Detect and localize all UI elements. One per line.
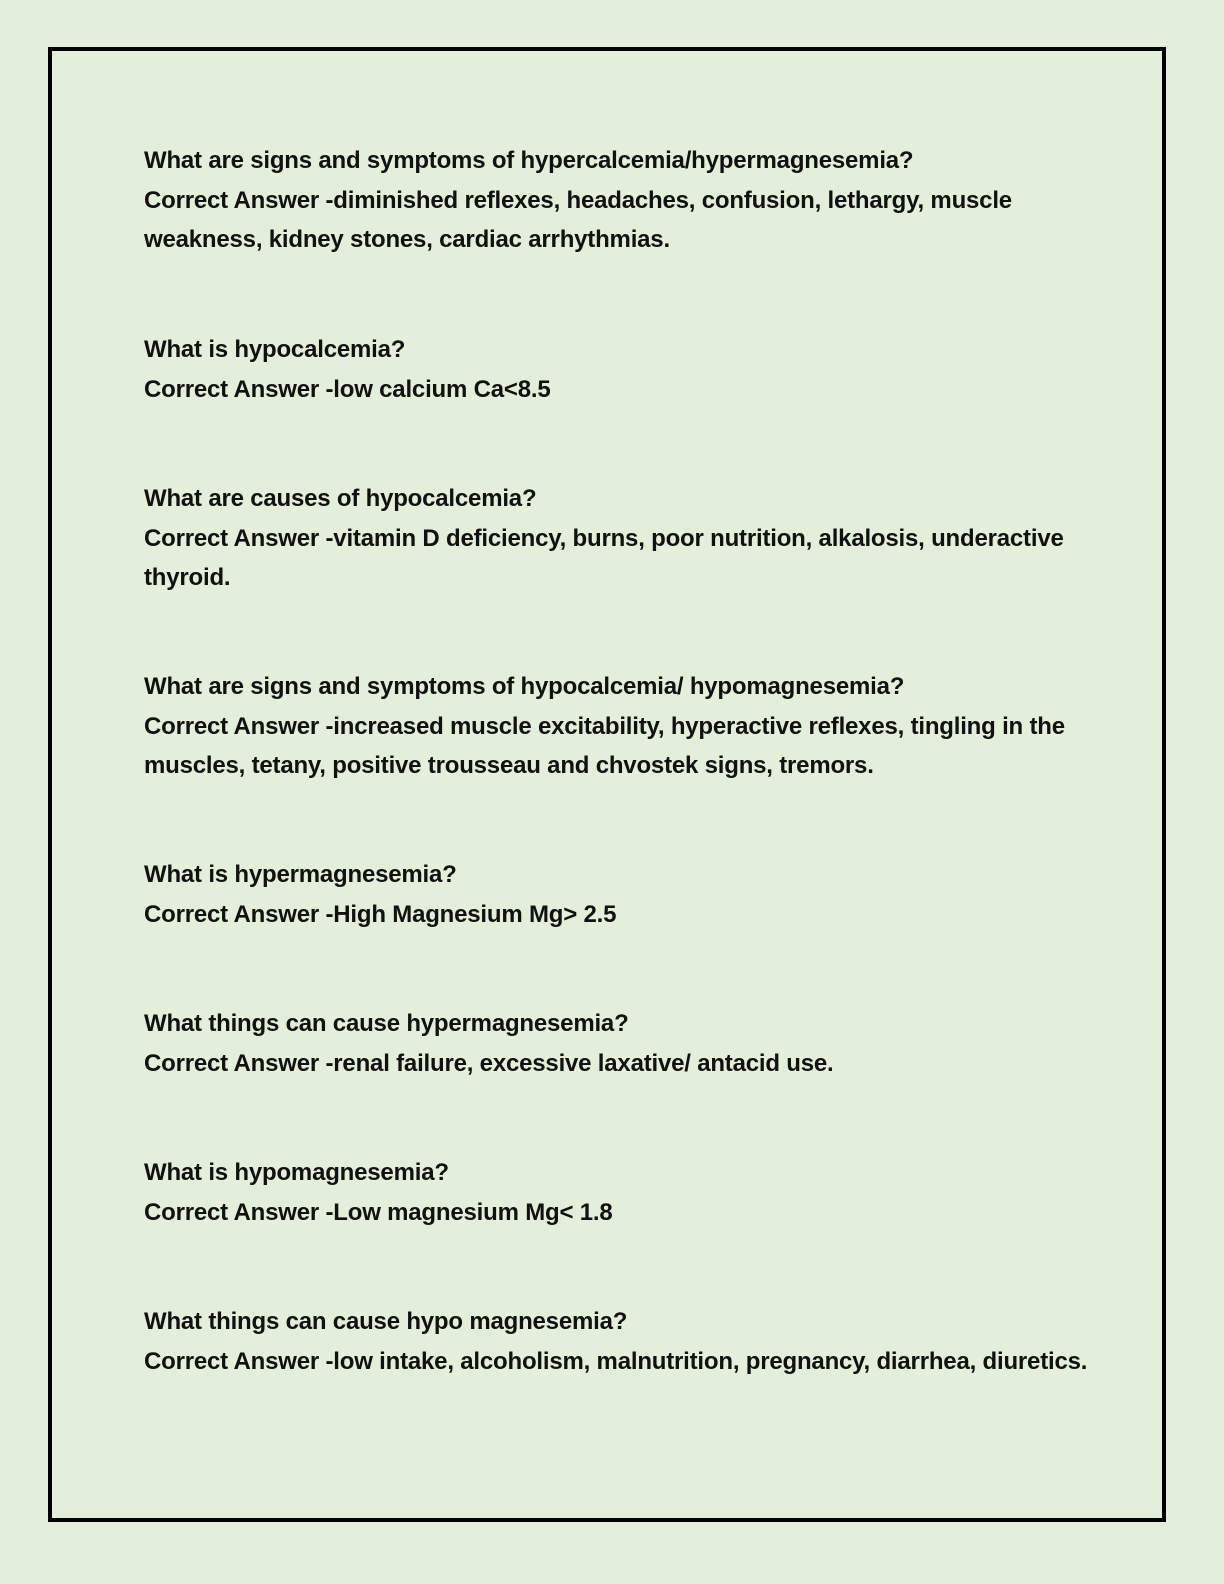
answer-text: Correct Answer -Low magnesium Mg< 1.8 bbox=[144, 1198, 613, 1226]
question-text: What things can cause hypo magnesemia? bbox=[144, 1308, 628, 1335]
answer-text: Correct Answer -renal failure, excessive laxative/ antacid use. bbox=[144, 1049, 834, 1077]
qa-item bbox=[144, 667, 1104, 786]
qa-item bbox=[144, 1302, 1104, 1381]
answer-text: Correct Answer -low intake, alcoholism, malnutrition, pregnancy, diarrhea, diuretics. bbox=[144, 1347, 1088, 1375]
question-text: What is hypocalcemia? bbox=[144, 336, 406, 363]
answer-text: Correct Answer -low calcium Ca<8.5 bbox=[144, 375, 551, 403]
answer-text: Correct Answer -High Magnesium Mg> 2.5 bbox=[144, 900, 617, 928]
qa-item bbox=[144, 330, 1104, 409]
question-text: What are causes of hypocalcemia? bbox=[144, 485, 537, 512]
question-text: What are signs and symptoms of hypercalcemia/hypermagnesemia? bbox=[144, 147, 914, 174]
question-text: What things can cause hypermagnesemia? bbox=[144, 1010, 629, 1037]
answer-text: Correct Answer -vitamin D deficiency, burns, poor nutrition, alkalosis, underactive thyroid. bbox=[144, 524, 1064, 591]
qa-item bbox=[144, 1004, 1104, 1083]
answer-text: Correct Answer -diminished reflexes, headaches, confusion, lethargy, muscle weakness, kidney stones, cardiac arrhythmias. bbox=[144, 186, 1012, 253]
qa-item bbox=[144, 479, 1104, 598]
question-text: What are signs and symptoms of hypocalcemia/ hypomagnesemia? bbox=[144, 673, 905, 700]
qa-item bbox=[144, 855, 1104, 934]
answer-text: Correct Answer -increased muscle excitability, hyperactive reflexes, tingling in the muscles, tetany, positive trousseau and chvostek signs, tremors. bbox=[144, 712, 1065, 779]
qa-item bbox=[144, 1153, 1104, 1232]
question-text: What is hypermagnesemia? bbox=[144, 861, 457, 888]
question-text: What is hypomagnesemia? bbox=[144, 1159, 449, 1186]
qa-item bbox=[144, 141, 1104, 260]
